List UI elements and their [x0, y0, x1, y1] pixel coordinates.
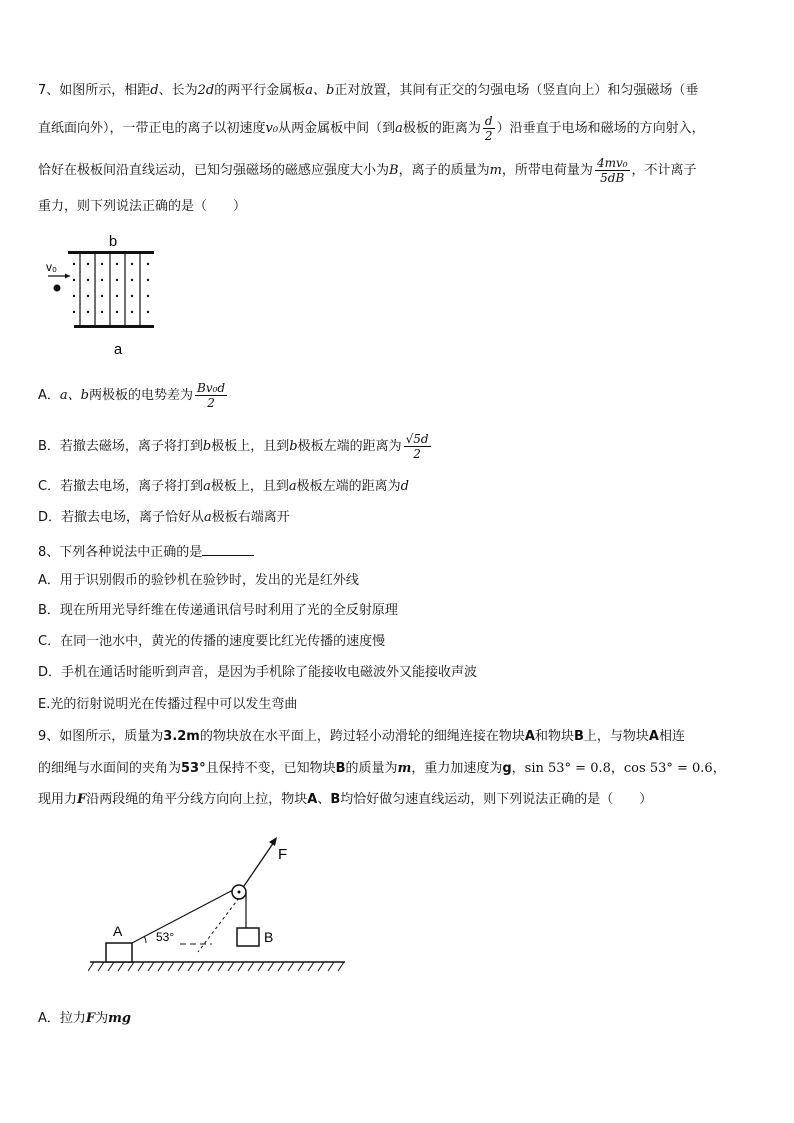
- math-b: b: [202, 439, 212, 454]
- text: 极板左端的距离为: [297, 439, 402, 454]
- q7-stem-line-4: 重力，则下列说法正确的是（ ）: [38, 199, 247, 214]
- text: 、: [317, 792, 331, 807]
- fig-label-b: b: [108, 233, 118, 250]
- fraction-numerator: Bv₀d: [197, 381, 226, 395]
- text: 的细绳与水面间的夹角为: [38, 761, 182, 776]
- cos-value: cos 53° = 0.6: [623, 761, 713, 776]
- text: 沿两段绳的角平分线方向向上拉，物块: [86, 792, 308, 807]
- block-a: [106, 943, 132, 962]
- fraction-charge: [595, 156, 630, 185]
- math-ab: a、b: [305, 83, 335, 98]
- q8-option-c: C．在同一池水中，黄光的传播的速度要比红光传播的速度慢: [38, 634, 386, 649]
- plate-b: [68, 251, 154, 254]
- text: ，: [511, 761, 525, 776]
- ion-particle: [54, 285, 61, 292]
- fraction-denominator: 5dB: [595, 170, 630, 185]
- q8-option-d: D．手机在通话时能听到声音，是因为手机除了能接收电磁波外又能接收声波: [38, 665, 478, 680]
- text: 的物块放在水平面上，跨过轻小动滑轮的细绳连接在物块: [199, 729, 525, 744]
- text: ，不计离子: [631, 163, 697, 178]
- q8-option-e: E.光的衍射说明光在传播过程中可以发生弯曲: [38, 697, 298, 712]
- fraction-denominator: 2: [404, 446, 431, 461]
- ground-hatching: [88, 962, 344, 971]
- q7-stem-line-2: [38, 114, 705, 143]
- label-angle: 53°: [156, 930, 175, 944]
- math-m: m: [397, 761, 412, 776]
- q8-stem: [38, 543, 254, 561]
- label-B: B: [330, 792, 341, 807]
- fig-label-v0: v₀: [46, 260, 57, 274]
- q9-stem-line-3: [38, 792, 652, 808]
- math-F: F: [77, 792, 87, 807]
- text: 的两平行金属板: [214, 83, 306, 98]
- text: ，重力加速度为: [411, 761, 503, 776]
- fraction-numerator: √5d: [405, 432, 429, 446]
- math-a: a: [203, 479, 211, 494]
- text: ，离子的质量为: [398, 163, 490, 178]
- text: A．拉力: [38, 1011, 86, 1026]
- text: 极板上，且到: [210, 479, 289, 494]
- fraction-denominator: 2: [483, 128, 495, 143]
- math-d: d: [400, 479, 409, 494]
- q7-stem-line-1: [38, 83, 698, 99]
- q9-figure-pulley: [88, 828, 350, 978]
- text: 现用力: [38, 792, 78, 807]
- block-b: [237, 928, 259, 946]
- force-arrow-head: [269, 837, 277, 846]
- fraction-distance: [404, 432, 431, 461]
- q7-stem-line-3: [38, 156, 697, 185]
- text: ）沿垂直于电场和磁场的方向射入，: [496, 121, 705, 136]
- q9-stem-line-2: [38, 761, 726, 777]
- q8-option-b: B．现在所用光导纤维在传递通讯信号时利用了光的全反射原理: [38, 603, 398, 618]
- text: 正对放置，其间有正交的匀强电场（竖直向上）和匀强磁场（垂: [334, 83, 699, 98]
- text: C．若撤去电场，离子将打到: [38, 479, 204, 494]
- math-B: B: [389, 163, 399, 178]
- text: 极板的距离为: [402, 121, 481, 136]
- angle-arc: [144, 936, 146, 943]
- label-A: A: [524, 729, 535, 744]
- q7-figure-plates: [40, 228, 170, 358]
- math-2d: 2d: [197, 83, 215, 98]
- magnetic-field-dots: [73, 263, 149, 313]
- plate-a: [74, 325, 154, 328]
- math-m: m: [489, 163, 502, 178]
- text: 且保持不变，已知物块: [205, 761, 336, 776]
- text: 两极板的电势差为: [88, 388, 193, 403]
- label-B: B: [573, 729, 584, 744]
- math-a: a: [395, 121, 403, 136]
- angle-value: 53°: [181, 761, 206, 776]
- q8-option-a: A．用于识别假币的验钞机在验钞时，发出的光是红外线: [38, 573, 359, 588]
- label-B: B: [335, 761, 346, 776]
- text: 7、如图所示，相距: [38, 83, 151, 98]
- fraction-d-over-2: [483, 114, 495, 143]
- q7-option-c: [38, 479, 409, 495]
- label-block-b: B: [264, 929, 274, 945]
- fraction-denominator: 2: [195, 395, 227, 410]
- math-v0: v₀: [265, 121, 279, 136]
- text: ，: [712, 761, 726, 776]
- text: 上，与物块: [583, 729, 649, 744]
- math-b: b: [289, 439, 298, 454]
- sin-value: sin 53° = 0.8: [524, 761, 611, 776]
- math-a: a: [288, 479, 297, 494]
- label-block-a: A: [113, 923, 123, 939]
- velocity-arrow-head: [65, 274, 70, 279]
- text: 为: [95, 1011, 109, 1026]
- force-arrow: [244, 842, 274, 886]
- text: 从两金属板中间（到: [278, 121, 396, 136]
- math-d: d: [150, 83, 159, 98]
- text: B．若撤去磁场，离子将打到: [38, 439, 203, 454]
- mass-value: 3.2m: [163, 729, 200, 744]
- fraction-potential: [195, 381, 227, 410]
- q9-stem-line-1: [38, 729, 685, 745]
- text: ，所带电荷量为: [501, 163, 593, 178]
- math-a: a: [204, 510, 212, 525]
- text: 相连: [658, 729, 685, 744]
- fig-label-a: a: [113, 341, 123, 358]
- text: 、长为: [158, 83, 198, 98]
- text: A．: [38, 388, 60, 403]
- math-mg: mg: [108, 1011, 132, 1026]
- pulley-axle: [238, 891, 241, 894]
- fraction-numerator: d: [484, 114, 493, 128]
- q7-option-b: [38, 432, 433, 461]
- math-F: F: [85, 1011, 96, 1026]
- text: 极板左端的距离为: [296, 479, 401, 494]
- q7-option-d: [38, 510, 290, 526]
- answer-blank: [202, 543, 254, 556]
- label-force-f: F: [278, 846, 288, 863]
- text: ，: [610, 761, 624, 776]
- text: 和物块: [534, 729, 574, 744]
- q7-option-a: [38, 381, 229, 410]
- text: 的质量为: [345, 761, 398, 776]
- q9-option-a: [38, 1011, 131, 1027]
- text: 9、如图所示，质量为: [38, 729, 164, 744]
- rope-a: [132, 890, 233, 943]
- label-A: A: [648, 729, 659, 744]
- text: 均恰好做匀速直线运动，则下列说法正确的是（ ）: [340, 792, 653, 807]
- text: 极板上，且到: [211, 439, 290, 454]
- text: 恰好在极板间沿直线运动，已知匀强磁场的磁感应强度大小为: [38, 163, 390, 178]
- fraction-numerator: 4mv₀: [596, 156, 628, 170]
- label-A: A: [307, 792, 318, 807]
- math-ab: a、b: [59, 388, 89, 403]
- text: 8、下列各种说法中正确的是: [38, 545, 203, 560]
- text: 直纸面向外），一带正电的离子以初速度: [38, 121, 266, 136]
- math-g: g: [502, 761, 512, 776]
- text: 极板右端离开: [211, 510, 290, 525]
- text: D．若撤去电场，离子恰好从: [38, 510, 205, 525]
